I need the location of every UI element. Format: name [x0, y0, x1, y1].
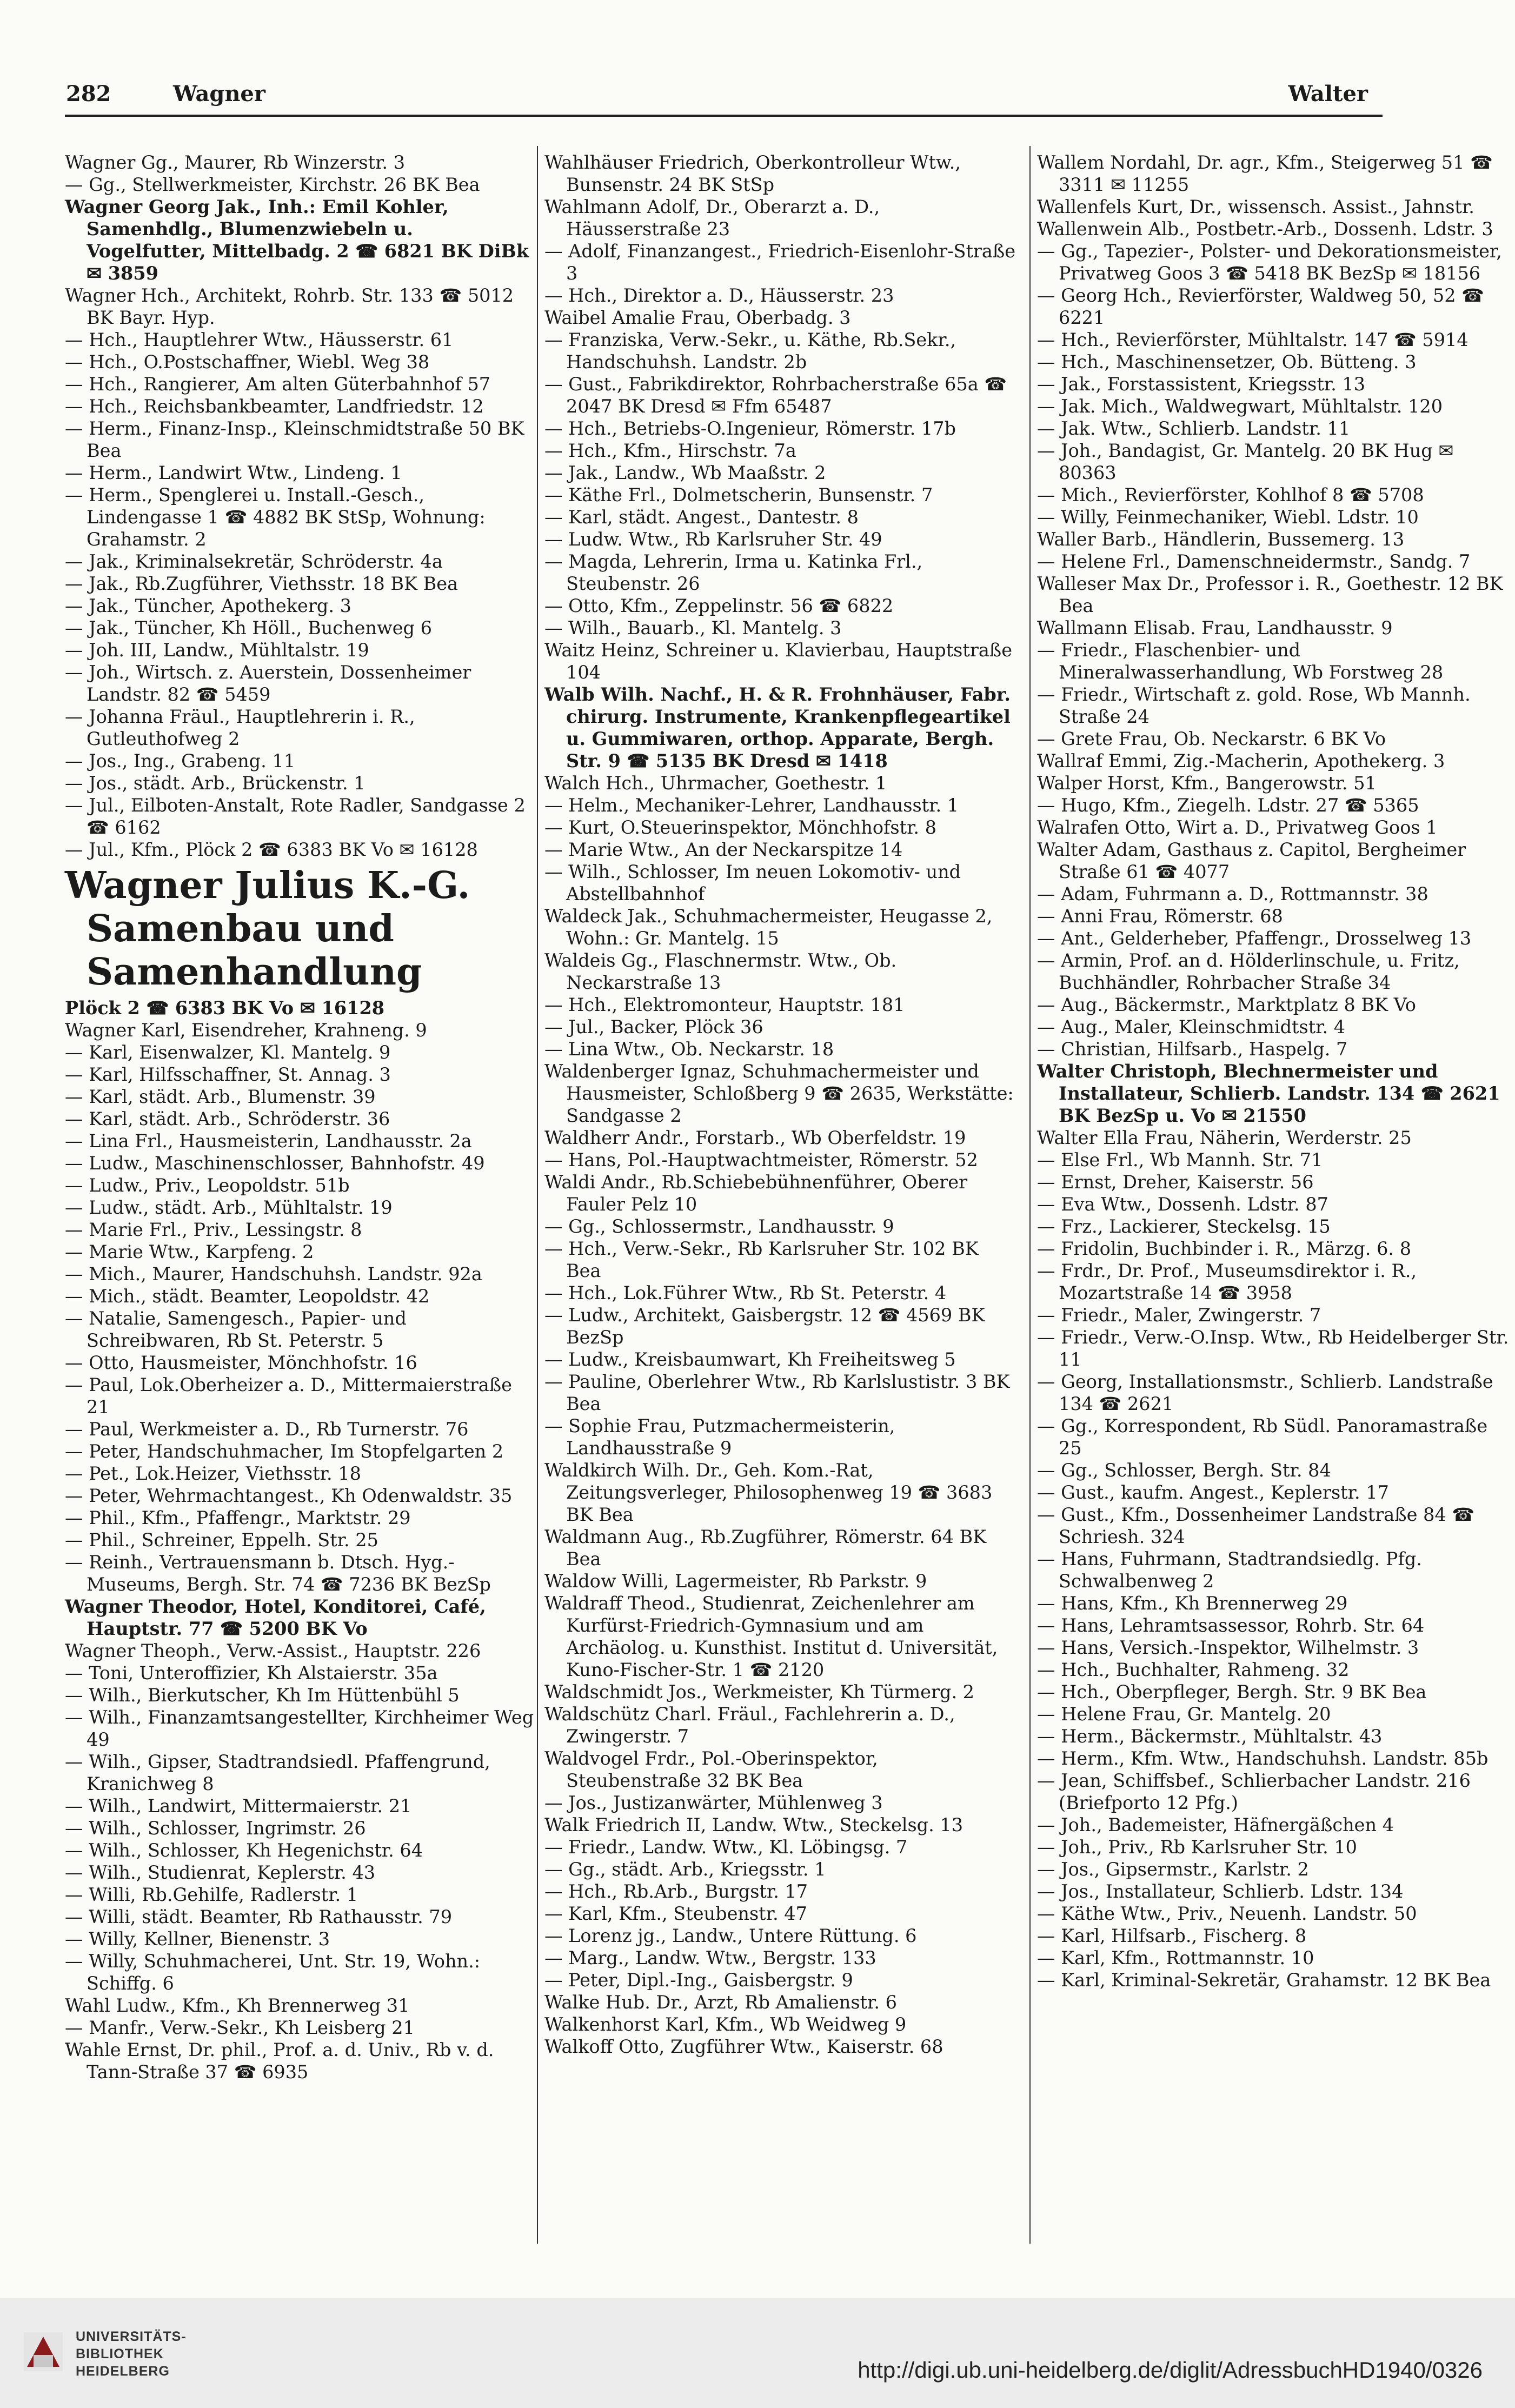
- column-divider: [1029, 146, 1031, 2244]
- directory-entry: Walper Horst, Kfm., Bangerowstr. 51: [1037, 773, 1377, 794]
- directory-entry: — Paul, Werkmeister a. D., Rb Turnerstr. 76: [65, 1419, 469, 1440]
- directory-entry: Walter Ella Frau, Näherin, Werderstr. 25: [1037, 1127, 1412, 1148]
- directory-entry: — Gg., städt. Arb., Kriegsstr. 1: [544, 1859, 826, 1880]
- directory-entry: — Willi, Rb.Gehilfe, Radlerstr. 1: [65, 1884, 358, 1905]
- directory-entry: Walter Adam, Gasthaus z. Capitol, Bergheimer Straße 61 ☎ 4077: [1037, 839, 1466, 882]
- directory-entry: Waibel Amalie Frau, Oberbadg. 3: [544, 307, 851, 328]
- directory-entry: — Peter, Handschuhmacher, Im Stopfelgarten 2: [65, 1441, 504, 1462]
- directory-entry: — Johanna Fräul., Hauptlehrerin i. R., Gutleuthofweg 2: [65, 706, 415, 749]
- header-right-word: Walter: [1288, 81, 1368, 107]
- directory-entry: — Georg Hch., Revierförster, Waldweg 50, 52 ☎ 6221: [1037, 285, 1484, 328]
- directory-entry: — Jos., Ing., Grabeng. 11: [65, 750, 296, 771]
- directory-entry: — Anni Frau, Römerstr. 68: [1037, 906, 1283, 927]
- library-logo: [22, 2325, 227, 2384]
- directory-entry: — Ludw. Wtw., Rb Karlsruher Str. 49: [544, 529, 882, 550]
- source-url[interactable]: http://digi.ub.uni-heidelberg.de/diglit/AdressbuchHD1940/0326: [858, 2357, 1483, 2383]
- directory-entry: — Eva Wtw., Dossenh. Ldstr. 87: [1037, 1194, 1328, 1215]
- directory-entry: — Marg., Landw. Wtw., Bergstr. 133: [544, 1947, 876, 1968]
- directory-entry: — Adam, Fuhrmann a. D., Rottmannstr. 38: [1037, 883, 1428, 904]
- directory-entry: — Herm., Kfm. Wtw., Handschuhsh. Landstr. 85b: [1037, 1748, 1489, 1769]
- directory-entry: — Ludw., Maschinenschlosser, Bahnhofstr. 49: [65, 1153, 485, 1174]
- directory-entry: — Jos., Gipsermstr., Karlstr. 2: [1037, 1859, 1309, 1880]
- directory-entry: — Joh., Bandagist, Gr. Mantelg. 20 BK Hug ✉ 80363: [1037, 440, 1454, 483]
- directory-entry: — Helene Frl., Damenschneidermstr., Sandg. 7: [1037, 551, 1471, 572]
- directory-entry: — Herm., Spenglerei u. Install.-Gesch., Lindengasse 1 ☎ 4882 BK StSp, Wohnung: Grahamstr. 2: [65, 484, 486, 550]
- directory-entry: Walb Wilh. Nachf., H. & R. Frohnhäuser, Fabr. chirurg. Instrumente, Krankenpflegeartikel u. Gummiwaren, orthop. Apparate, Bergh. Str. 9 ☎ 5135 BK Dresd ✉ 1418: [544, 684, 1011, 771]
- directory-entry: — Phil., Kfm., Pfaffengr., Marktstr. 29: [65, 1507, 411, 1528]
- directory-entry: — Gust., Fabrikdirektor, Rohrbacherstraße 65a ☎ 2047 BK Dresd ✉ Ffm 65487: [544, 374, 1007, 417]
- directory-entry: — Karl, städt. Angest., Dantestr. 8: [544, 507, 859, 528]
- directory-entry: — Ant., Gelderheber, Pfaffengr., Drosselweg 13: [1037, 928, 1472, 949]
- directory-entry: — Hugo, Kfm., Ziegelh. Ldstr. 27 ☎ 5365: [1037, 795, 1419, 816]
- directory-entry: — Karl, städt. Arb., Blumenstr. 39: [65, 1086, 376, 1107]
- directory-entry: — Hch., Buchhalter, Rahmeng. 32: [1037, 1659, 1350, 1680]
- directory-entry: — Lina Frl., Hausmeisterin, Landhausstr. 2a: [65, 1130, 472, 1152]
- directory-entry: — Herm., Bäckermstr., Mühltalstr. 43: [1037, 1726, 1383, 1747]
- directory-entry: Waldeck Jak., Schuhmachermeister, Heugasse 2, Wohn.: Gr. Mantelg. 15: [544, 906, 993, 949]
- directory-entry: — Pauline, Oberlehrer Wtw., Rb Karlslustistr. 3 BK Bea: [544, 1371, 1010, 1414]
- directory-entry: — Herm., Finanz-Insp., Kleinschmidtstraße 50 BK Bea: [65, 418, 524, 461]
- directory-entry: — Wilh., Schlosser, Kh Hegenichstr. 64: [65, 1840, 423, 1861]
- directory-entry: — Joh., Wirtsch. z. Auerstein, Dossenheimer Landstr. 82 ☎ 5459: [65, 662, 471, 705]
- directory-entry: — Lorenz jg., Landw., Untere Rüttung. 6: [544, 1925, 917, 1946]
- page-number: 282: [66, 81, 111, 107]
- directory-entry: — Willy, Kellner, Bienenstr. 3: [65, 1928, 330, 1950]
- directory-entry: Walk Friedrich II, Landw. Wtw., Steckelsg. 13: [544, 1814, 964, 1835]
- directory-entry: Wahle Ernst, Dr. phil., Prof. a. d. Univ., Rb v. d. Tann-Straße 37 ☎ 6935: [65, 2039, 494, 2083]
- directory-entry: — Wilh., Bierkutscher, Kh Im Hüttenbühl 5: [65, 1685, 460, 1706]
- directory-entry: Wagner Theodor, Hotel, Konditorei, Café, Hauptstr. 77 ☎ 5200 BK Vo: [65, 1596, 486, 1639]
- directory-entry: — Marie Frl., Priv., Lessingstr. 8: [65, 1219, 362, 1240]
- directory-entry: — Friedr., Flaschenbier- und Mineralwasserhandlung, Wb Forstweg 28: [1037, 640, 1444, 683]
- directory-entry: Wagner Theoph., Verw.-Assist., Hauptstr. 226: [65, 1640, 481, 1661]
- directory-entry: — Jak., Forstassistent, Kriegsstr. 13: [1037, 374, 1366, 395]
- directory-entry: — Jak., Tüncher, Apothekerg. 3: [65, 595, 351, 616]
- directory-entry: — Friedr., Landw. Wtw., Kl. Löbingsg. 7: [544, 1837, 908, 1858]
- directory-entry: — Hch., Elektromonteur, Hauptstr. 181: [544, 994, 905, 1015]
- directory-entry: — Hans, Lehramtsassessor, Rohrb. Str. 64: [1037, 1615, 1425, 1636]
- directory-entry: Waldeis Gg., Flaschnermstr. Wtw., Ob. Neckarstraße 13: [544, 950, 897, 993]
- directory-entry: Walke Hub. Dr., Arzt, Rb Amalienstr. 6: [544, 1992, 897, 2013]
- directory-entry: — Hch., Lok.Führer Wtw., Rb St. Peterstr. 4: [544, 1282, 947, 1303]
- directory-entry: — Franziska, Verw.-Sekr., u. Käthe, Rb.Sekr., Handschuhsh. Landstr. 2b: [544, 329, 956, 372]
- directory-entry: — Jean, Schiffsbef., Schlierbacher Landstr. 216 (Briefporto 12 Pfg.): [1037, 1770, 1471, 1813]
- directory-entry: — Wilh., Studienrat, Keplerstr. 43: [65, 1862, 376, 1883]
- directory-entry: Wallenwein Alb., Postbetr.-Arb., Dossenh. Ldstr. 3: [1037, 218, 1493, 240]
- directory-entry: — Hch., Oberpfleger, Bergh. Str. 9 BK Bea: [1037, 1681, 1427, 1702]
- directory-entry: Waldraff Theod., Studienrat, Zeichenlehrer am Kurfürst-Friedrich-Gymnasium und am Archäolog. u. Kunsthist. Institut d. Universität, Kuno-Fischer-Str. 1 ☎ 2120: [544, 1593, 998, 1680]
- directory-entry: — Phil., Schreiner, Eppelh. Str. 25: [65, 1529, 378, 1551]
- directory-entry: — Hch., Verw.-Sekr., Rb Karlsruher Str. 102 BK Bea: [544, 1238, 979, 1281]
- directory-entry: — Hans, Kfm., Kh Brennerweg 29: [1037, 1593, 1348, 1614]
- directory-entry: Waldherr Andr., Forstarb., Wb Oberfeldstr. 19: [544, 1127, 966, 1148]
- directory-entry: — Herm., Landwirt Wtw., Lindeng. 1: [65, 462, 402, 483]
- directory-entry: — Hch., Betriebs-O.Ingenieur, Römerstr. 17b: [544, 418, 956, 439]
- directory-entry: — Magda, Lehrerin, Irma u. Katinka Frl., Steubenstr. 26: [544, 551, 923, 594]
- directory-entry: Wallenfels Kurt, Dr., wissensch. Assist., Jahnstr.: [1037, 196, 1474, 217]
- directory-entry: Walkoff Otto, Zugführer Wtw., Kaiserstr. 68: [544, 2036, 943, 2057]
- logo-line-3: HEIDELBERG: [76, 2364, 170, 2379]
- header-rule: [65, 115, 1383, 117]
- directory-entry: — Ludw., Architekt, Gaisbergstr. 12 ☎ 4569 BK BezSp: [544, 1305, 985, 1348]
- directory-entry: Waller Barb., Händlerin, Bussemerg. 13: [1037, 529, 1405, 550]
- directory-entry: Waldi Andr., Rb.Schiebebühnenführer, Oberer Fauler Pelz 10: [544, 1172, 968, 1215]
- directory-entry: Waitz Heinz, Schreiner u. Klavierbau, Hauptstraße 104: [544, 640, 1013, 683]
- logo-line-2: BIBLIOTHEK: [76, 2346, 164, 2362]
- directory-entry: — Karl, städt. Arb., Schröderstr. 36: [65, 1108, 390, 1129]
- directory-entry: — Hch., Hauptlehrer Wtw., Häusserstr. 61: [65, 329, 454, 350]
- directory-entry: — Frz., Lackierer, Steckelsg. 15: [1037, 1216, 1331, 1237]
- directory-entry: Wahlhäuser Friedrich, Oberkontrolleur Wtw., Bunsenstr. 24 BK StSp: [544, 152, 961, 195]
- directory-entry: Wallraf Emmi, Zig.-Macherin, Apothekerg. 3: [1037, 750, 1445, 771]
- column-1: [65, 151, 538, 2083]
- directory-entry: — Jak. Wtw., Schlierb. Landstr. 11: [1037, 418, 1351, 439]
- directory-entry: Walleser Max Dr., Professor i. R., Goethestr. 12 BK Bea: [1037, 573, 1503, 616]
- directory-entry: — Hch., Reichsbankbeamter, Landfriedstr. 12: [65, 396, 484, 417]
- directory-entry: — Gust., kaufm. Angest., Keplerstr. 17: [1037, 1482, 1389, 1503]
- directory-entry: — Hch., Direktor a. D., Häusserstr. 23: [544, 285, 894, 306]
- directory-entry: — Hch., Rb.Arb., Burgstr. 17: [544, 1881, 808, 1902]
- directory-entry: — Wilh., Finanzamtsangestellter, Kirchheimer Weg 49: [65, 1707, 534, 1750]
- directory-entry: — Otto, Hausmeister, Mönchhofstr. 16: [65, 1352, 417, 1373]
- directory-entry: Wahl Ludw., Kfm., Kh Brennerweg 31: [65, 1995, 410, 2016]
- directory-entry: Wagner Georg Jak., Inh.: Emil Kohler, Samenhdlg., Blumenzwiebeln u. Vogelfutter, Mittelbadg. 2 ☎ 6821 BK DiBk ✉ 3859: [65, 196, 529, 284]
- directory-entry: — Wilh., Landwirt, Mittermaierstr. 21: [65, 1795, 412, 1817]
- directory-entry: — Joh., Priv., Rb Karlsruher Str. 10: [1037, 1837, 1357, 1858]
- directory-entry: — Hans, Fuhrmann, Stadtrandsiedlg. Pfg. Schwalbenweg 2: [1037, 1548, 1422, 1592]
- directory-entry: — Jos., städt. Arb., Brückenstr. 1: [65, 773, 366, 794]
- directory-entry: — Käthe Wtw., Priv., Neuenh. Landstr. 50: [1037, 1903, 1417, 1924]
- directory-entry: Wagner Gg., Maurer, Rb Winzerstr. 3: [65, 152, 406, 173]
- directory-entry: — Jul., Backer, Plöck 36: [544, 1016, 763, 1037]
- directory-entry: — Karl, Kfm., Steubenstr. 47: [544, 1903, 807, 1924]
- directory-entry: — Friedr., Maler, Zwingerstr. 7: [1037, 1305, 1321, 1326]
- directory-entry: Plöck 2 ☎ 6383 BK Vo ✉ 16128: [65, 997, 385, 1019]
- column-3: [1037, 151, 1510, 1991]
- directory-entry: — Marie Wtw., Karpfeng. 2: [65, 1241, 314, 1262]
- directory-entry: Walkenhorst Karl, Kfm., Wb Weidweg 9: [544, 2014, 907, 2035]
- directory-entry: — Kurt, O.Steuerinspektor, Mönchhofstr. 8: [544, 817, 937, 838]
- footer-bar: [0, 2298, 1515, 2408]
- directory-entry: — Ernst, Dreher, Kaiserstr. 56: [1037, 1172, 1314, 1193]
- directory-entry: — Else Frl., Wb Mannh. Str. 71: [1037, 1149, 1323, 1170]
- directory-entry: Waldow Willi, Lagermeister, Rb Parkstr. 9: [544, 1571, 927, 1592]
- directory-entry: — Helm., Mechaniker-Lehrer, Landhausstr. 1: [544, 795, 959, 816]
- directory-entry: — Gg., Korrespondent, Rb Südl. Panoramastraße 25: [1037, 1415, 1488, 1459]
- directory-entry: — Armin, Prof. an d. Hölderlinschule, u. Fritz, Buchhändler, Rohrbacher Straße 34: [1037, 950, 1460, 993]
- directory-entry: Wagner Hch., Architekt, Rohrb. Str. 133 ☎ 5012 BK Bayr. Hyp.: [65, 285, 514, 328]
- directory-entry: — Christian, Hilfsarb., Haspelg. 7: [1037, 1039, 1348, 1060]
- directory-entry: — Mich., Revierförster, Kohlhof 8 ☎ 5708: [1037, 484, 1424, 505]
- directory-entry: Wahlmann Adolf, Dr., Oberarzt a. D., Häusserstraße 23: [544, 196, 880, 240]
- directory-entry: — Friedr., Verw.-O.Insp. Wtw., Rb Heidelberger Str. 11: [1037, 1327, 1509, 1370]
- directory-entry: — Karl, Kfm., Rottmannstr. 10: [1037, 1947, 1314, 1968]
- directory-entry: — Jul., Kfm., Plöck 2 ☎ 6383 BK Vo ✉ 16128: [65, 839, 478, 860]
- directory-entry: — Fridolin, Buchbinder i. R., Märzg. 6. 8: [1037, 1238, 1412, 1259]
- column-2: [544, 151, 1018, 2058]
- directory-entry: Waldenberger Ignaz, Schuhmachermeister und Hausmeister, Schloßberg 9 ☎ 2635, Werkstätte: Sandgasse 2: [544, 1061, 1014, 1126]
- directory-entry: — Wilh., Schlosser, Im neuen Lokomotiv- und Abstellbahnhof: [544, 861, 961, 904]
- directory-entry: — Jak., Landw., Wb Maaßstr. 2: [544, 462, 826, 483]
- directory-entry: Walch Hch., Uhrmacher, Goethestr. 1: [544, 773, 887, 794]
- directory-entry: — Gg., Schlosser, Bergh. Str. 84: [1037, 1460, 1331, 1481]
- directory-entry: — Frdr., Dr. Prof., Museumsdirektor i. R., Mozartstraße 14 ☎ 3958: [1037, 1260, 1417, 1303]
- directory-entry: — Wilh., Schlosser, Ingrimstr. 26: [65, 1818, 366, 1839]
- directory-entry: Wallem Nordahl, Dr. agr., Kfm., Steigerweg 51 ☎ 3311 ✉ 11255: [1037, 152, 1493, 195]
- directory-entry: — Käthe Frl., Dolmetscherin, Bunsenstr. 7: [544, 484, 933, 505]
- directory-entry: — Gust., Kfm., Dossenheimer Landstraße 84 ☎ Schriesh. 324: [1037, 1504, 1475, 1547]
- directory-entry: — Jak., Rb.Zugführer, Viethsstr. 18 BK Bea: [65, 573, 459, 594]
- directory-entry: — Aug., Maler, Kleinschmidtstr. 4: [1037, 1016, 1346, 1037]
- directory-entry: — Peter, Dipl.-Ing., Gaisbergstr. 9: [544, 1970, 853, 1991]
- directory-entry: Waldschmidt Jos., Werkmeister, Kh Türmerg. 2: [544, 1681, 975, 1702]
- directory-entry: — Jak., Kriminalsekretär, Schröderstr. 4a: [65, 551, 443, 572]
- directory-entry: — Aug., Bäckermstr., Marktplatz 8 BK Vo: [1037, 994, 1416, 1015]
- directory-entry: — Hans, Versich.-Inspektor, Wilhelmstr. 3: [1037, 1637, 1419, 1658]
- directory-entry: — Toni, Unteroffizier, Kh Alstaierstr. 35a: [65, 1662, 438, 1684]
- directory-entry: — Grete Frau, Ob. Neckarstr. 6 BK Vo: [1037, 728, 1386, 749]
- directory-entry: — Hch., Maschinensetzer, Ob. Bütteng. 3: [1037, 351, 1417, 372]
- library-logo-icon: [22, 2330, 65, 2373]
- directory-entry: — Hch., Rangierer, Am alten Güterbahnhof 57: [65, 374, 491, 395]
- directory-entry: — Ludw., Kreisbaumwart, Kh Freiheitsweg 5: [544, 1349, 956, 1370]
- directory-entry: — Wilh., Bauarb., Kl. Mantelg. 3: [544, 617, 842, 638]
- directory-entry: — Joh. III, Landw., Mühltalstr. 19: [65, 640, 369, 661]
- directory-entry: — Karl, Kriminal-Sekretär, Grahamstr. 12 BK Bea: [1037, 1970, 1491, 1991]
- directory-entry: — Karl, Eisenwalzer, Kl. Mantelg. 9: [65, 1042, 391, 1063]
- directory-entry: — Marie Wtw., An der Neckarspitze 14: [544, 839, 903, 860]
- directory-entry: — Joh., Bademeister, Häfnergäßchen 4: [1037, 1814, 1394, 1835]
- directory-entry: — Peter, Wehrmachtangest., Kh Odenwaldstr. 35: [65, 1485, 513, 1506]
- directory-entry: — Karl, Hilfsarb., Fischerg. 8: [1037, 1925, 1307, 1946]
- directory-entry: — Jul., Eilboten-Anstalt, Rote Radler, Sandgasse 2 ☎ 6162: [65, 795, 526, 838]
- directory-entry: — Hch., O.Postschaffner, Wiebl. Weg 38: [65, 351, 430, 372]
- directory-entry: — Natalie, Samengesch., Papier- und Schreibwaren, Rb St. Peterstr. 5: [65, 1308, 407, 1351]
- directory-entry: — Hans, Pol.-Hauptwachtmeister, Römerstr. 52: [544, 1149, 978, 1170]
- logo-line-1: UNIVERSITÄTS-: [76, 2329, 187, 2344]
- directory-entry: — Hch., Kfm., Hirschstr. 7a: [544, 440, 796, 461]
- directory-entry: — Otto, Kfm., Zeppelinstr. 56 ☎ 6822: [544, 595, 894, 616]
- directory-entry: — Gg., Tapezier-, Polster- und Dekorationsmeister, Privatweg Goos 3 ☎ 5418 BK BezSp ✉ 18156: [1037, 241, 1502, 284]
- directory-entry: Walrafen Otto, Wirt a. D., Privatweg Goos 1: [1037, 817, 1438, 838]
- directory-entry: — Manfr., Verw.-Sekr., Kh Leisberg 21: [65, 2017, 415, 2038]
- directory-entry: — Jak. Mich., Waldwegwart, Mühltalstr. 120: [1037, 396, 1443, 417]
- directory-entry: — Paul, Lok.Oberheizer a. D., Mittermaierstraße 21: [65, 1374, 512, 1418]
- directory-entry: — Karl, Hilfsschaffner, St. Annag. 3: [65, 1064, 391, 1085]
- directory-entry: — Jos., Installateur, Schlierb. Ldstr. 134: [1037, 1881, 1404, 1902]
- directory-entry: — Jos., Justizanwärter, Mühlenweg 3: [544, 1792, 883, 1813]
- directory-entry: — Gg., Schlossermstr., Landhausstr. 9: [544, 1216, 894, 1237]
- directory-entry: — Willy, Feinmechaniker, Wiebl. Ldstr. 10: [1037, 507, 1419, 528]
- directory-entry: — Gg., Stellwerkmeister, Kirchstr. 26 BK Bea: [65, 174, 480, 195]
- directory-entry: Waldvogel Frdr., Pol.-Oberinspektor, Steubenstraße 32 BK Bea: [544, 1748, 878, 1791]
- directory-entry: — Ludw., städt. Arb., Mühltalstr. 19: [65, 1197, 393, 1218]
- directory-entry: — Ludw., Priv., Leopoldstr. 51b: [65, 1175, 350, 1196]
- directory-entry: Waldschütz Charl. Fräul., Fachlehrerin a. D., Zwingerstr. 7: [544, 1704, 955, 1747]
- directory-entry: — Willi, städt. Beamter, Rb Rathausstr. 79: [65, 1906, 453, 1927]
- header-left-word: Wagner: [173, 81, 265, 107]
- directory-entry: — Hch., Revierförster, Mühltalstr. 147 ☎ 5914: [1037, 329, 1469, 350]
- directory-entry: — Georg, Installationsmstr., Schlierb. Landstraße 134 ☎ 2621: [1037, 1371, 1493, 1414]
- directory-entry: — Willy, Schuhmacherei, Unt. Str. 19, Wohn.: Schiffg. 6: [65, 1951, 481, 1994]
- directory-entry: — Mich., städt. Beamter, Leopoldstr. 42: [65, 1286, 430, 1307]
- directory-entry: — Mich., Maurer, Handschuhsh. Landstr. 92a: [65, 1263, 482, 1285]
- directory-entry: — Pet., Lok.Heizer, Viethsstr. 18: [65, 1463, 361, 1484]
- directory-entry: Waldkirch Wilh. Dr., Geh. Kom.-Rat, Zeitungsverleger, Philosophenweg 19 ☎ 3683 BK Bea: [544, 1460, 993, 1525]
- directory-entry: Wallmann Elisab. Frau, Landhausstr. 9: [1037, 617, 1393, 638]
- directory-entry: — Jak., Tüncher, Kh Höll., Buchenweg 6: [65, 617, 432, 638]
- directory-entry: — Friedr., Wirtschaft z. gold. Rose, Wb Mannh. Straße 24: [1037, 684, 1471, 727]
- directory-entry: Waldmann Aug., Rb.Zugführer, Römerstr. 64 BK Bea: [544, 1526, 987, 1569]
- firm-heading: Wagner Julius K.-G. Samenbau und Samenhandlung: [65, 864, 470, 994]
- directory-entry: — Reinh., Vertrauensmann b. Dtsch. Hyg.-Museums, Bergh. Str. 74 ☎ 7236 BK BezSp: [65, 1552, 491, 1595]
- directory-entry: — Wilh., Gipser, Stadtrandsiedl. Pfaffengrund, Kranichweg 8: [65, 1751, 490, 1794]
- directory-entry: — Lina Wtw., Ob. Neckarstr. 18: [544, 1039, 834, 1060]
- directory-entry: — Helene Frau, Gr. Mantelg. 20: [1037, 1704, 1331, 1725]
- directory-entry: Wagner Karl, Eisendreher, Krahneng. 9: [65, 1020, 427, 1041]
- directory-entry: — Adolf, Finanzangest., Friedrich-Eisenlohr-Straße 3: [544, 241, 1016, 284]
- directory-entry: Walter Christoph, Blechnermeister und Installateur, Schlierb. Landstr. 134 ☎ 2621 BK BezSp u. Vo ✉ 21550: [1037, 1061, 1500, 1126]
- directory-entry: — Sophie Frau, Putzmachermeisterin, Landhausstraße 9: [544, 1415, 895, 1459]
